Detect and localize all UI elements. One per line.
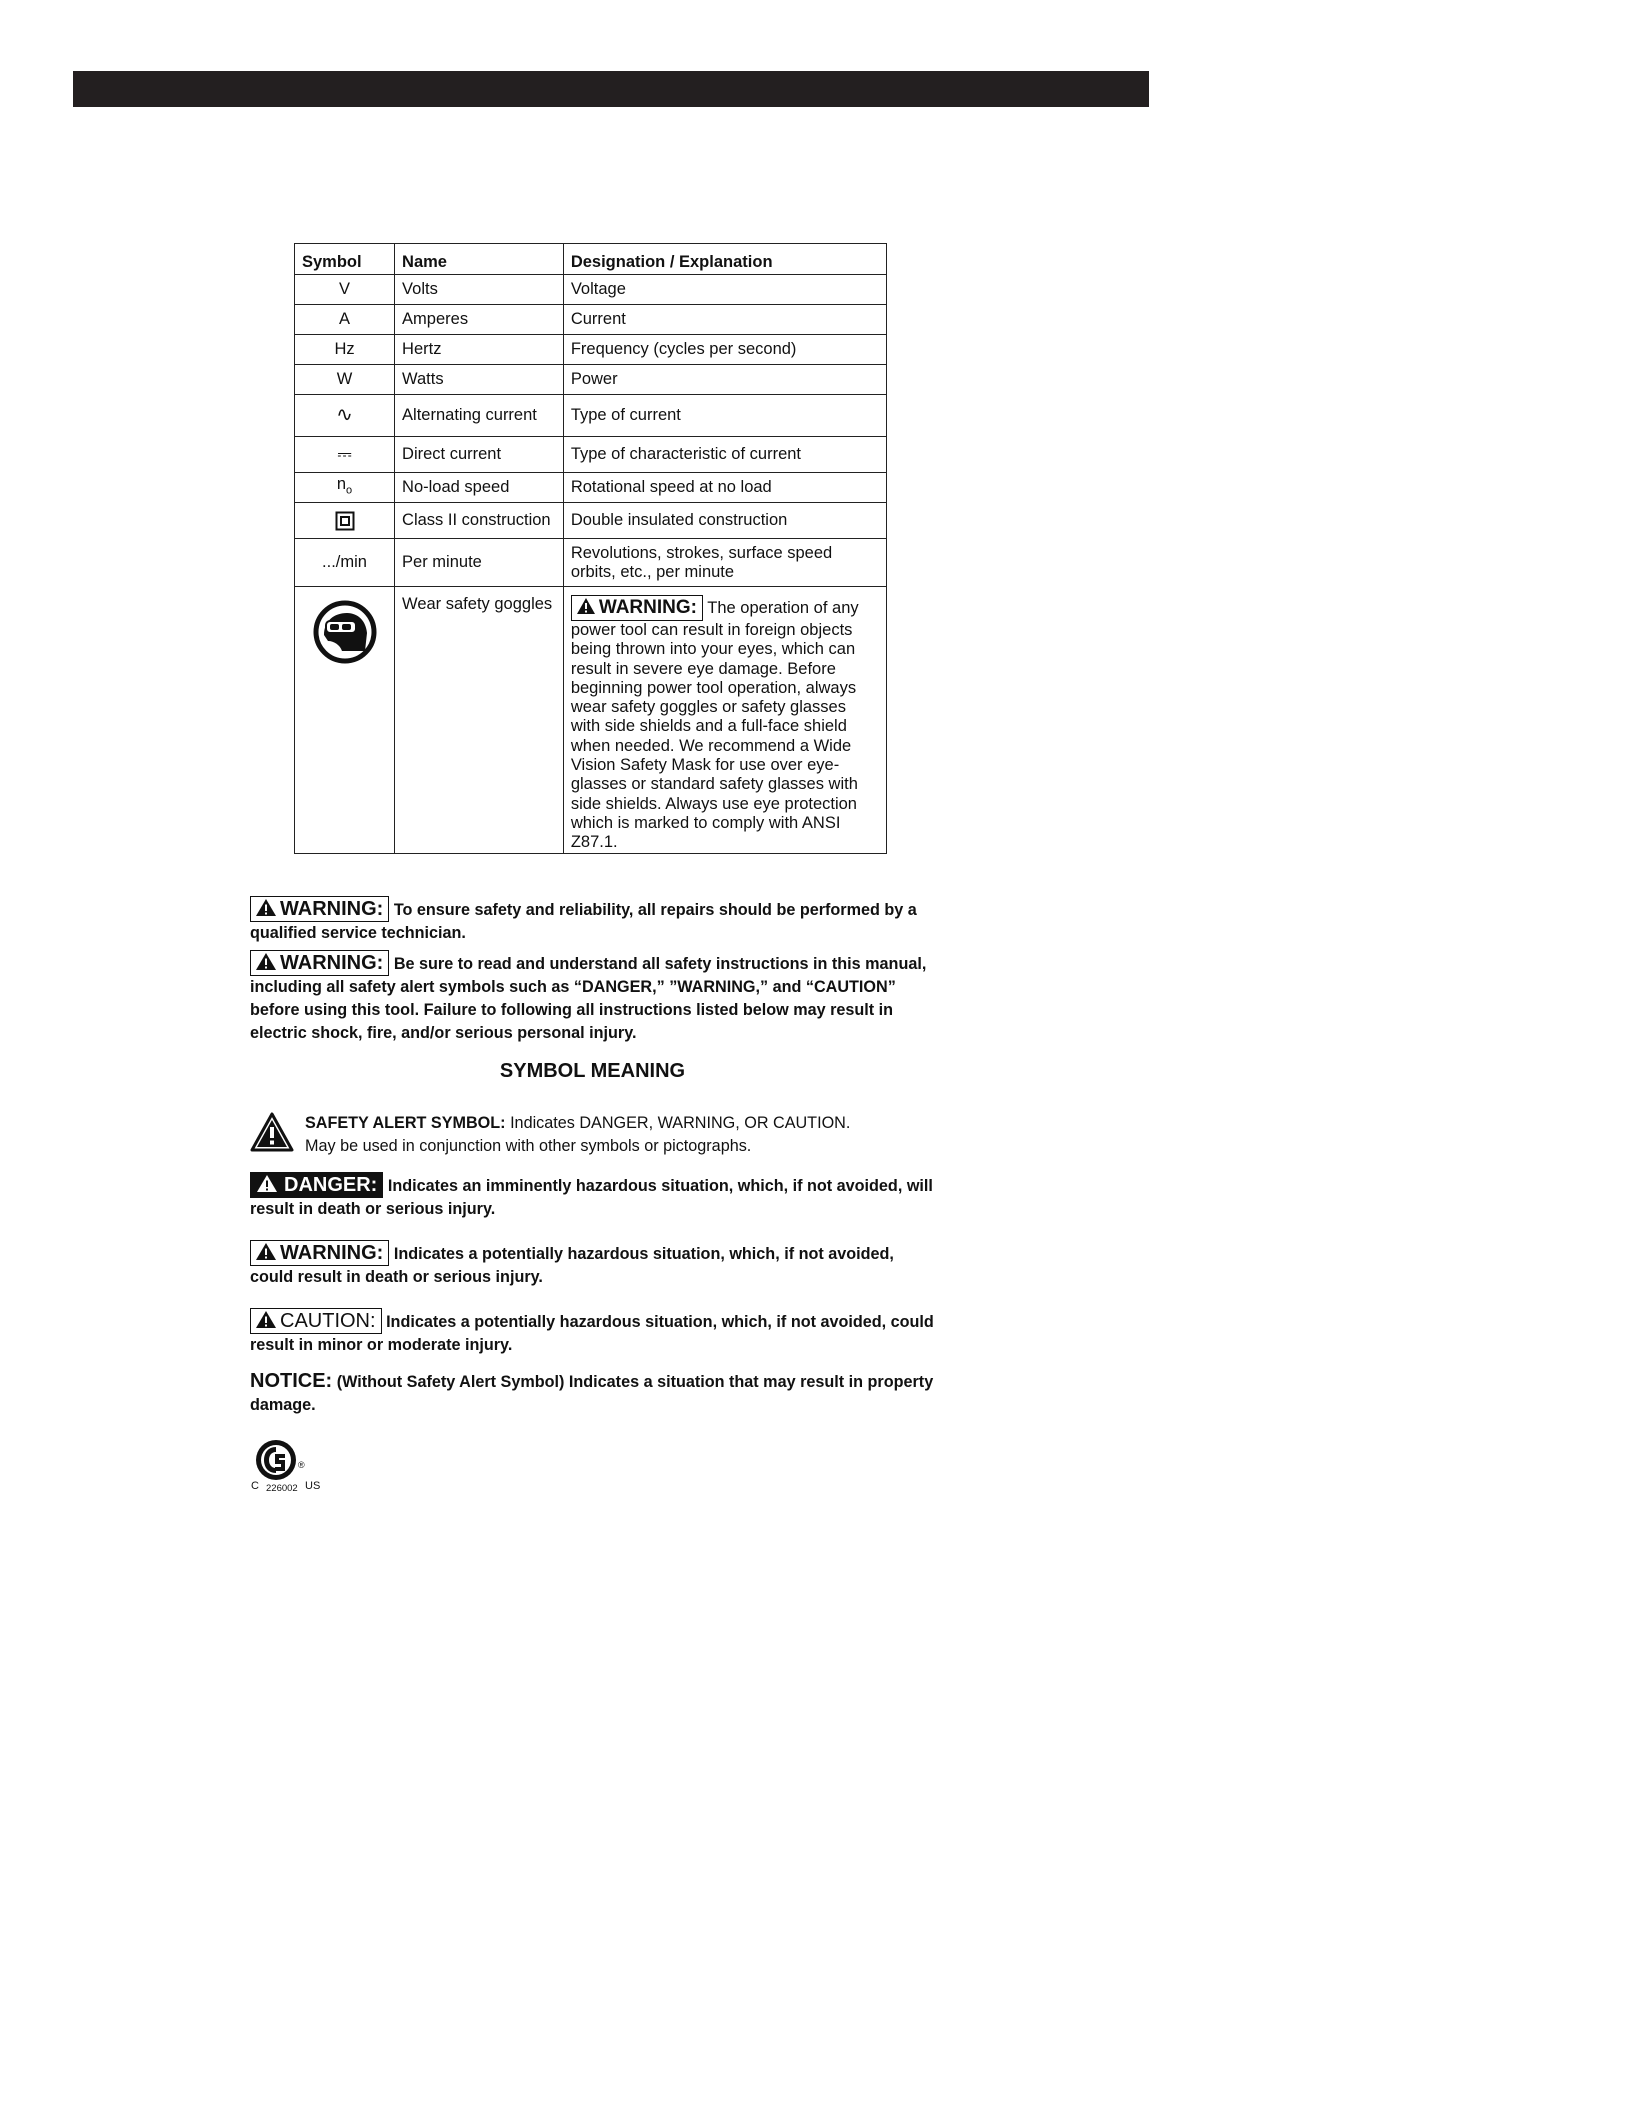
table-row	[295, 275, 887, 305]
name-cell: Hertz	[395, 335, 564, 365]
csa-number: 226002	[266, 1483, 298, 1494]
direct-current-icon: ⎓	[295, 437, 395, 473]
desc-cell: Type of current	[563, 395, 886, 437]
table-row	[295, 365, 887, 395]
caution-text: Indicates a potentially hazardous situation, which, if not avoided, could result in minor or moderate injury.	[250, 1313, 934, 1354]
desc-cell-goggles	[563, 587, 886, 854]
name-cell: Class II construction	[395, 503, 564, 539]
desc-cell: Power	[563, 365, 886, 395]
safety-alert-line2: May be used in conjunction with other symbols or pictographs.	[305, 1136, 752, 1155]
safety-alert-line1: Indicates DANGER, WARNING, OR CAUTION.	[510, 1114, 851, 1132]
instructions-warning	[250, 950, 935, 1044]
name-cell: Wear safety goggles	[395, 587, 564, 854]
desc-cell: Frequency (cycles per second)	[563, 335, 886, 365]
repair-warning	[250, 896, 935, 945]
symbol-cell	[295, 587, 395, 854]
symbol-cell	[295, 473, 395, 503]
symbol-cell: Hz	[295, 335, 395, 365]
alternating-current-icon: ∿	[295, 395, 395, 437]
danger-label-box	[250, 1172, 383, 1198]
caution-label-box	[250, 1308, 382, 1334]
instructions-warning-text: Be sure to read and understand all safety instructions in this manual, including all safety alert symbols such as “DANGER,” ”WARNING,” and “CAUTION” before using this tool. Failure to following all instructions listed below may result in electric shock, fire, and/or serious personal injury.	[250, 955, 927, 1042]
header-designation: Designation / Explanation	[563, 244, 886, 275]
csa-c-label: C	[251, 1480, 259, 1492]
csa-registered: ®	[298, 1460, 305, 1470]
name-cell: Amperes	[395, 305, 564, 335]
symbol-cell: V	[295, 275, 395, 305]
warning-triangle-icon	[255, 952, 277, 971]
desc-cell: Rotational speed at no load	[563, 473, 886, 503]
danger-label: DANGER:	[284, 1174, 378, 1196]
name-cell: Watts	[395, 365, 564, 395]
danger-definition	[250, 1172, 935, 1221]
table-row	[295, 335, 887, 365]
warning-label-box	[250, 950, 389, 976]
warning-label: WARNING:	[598, 597, 697, 618]
name-cell: Alternating current	[395, 395, 564, 437]
danger-triangle-icon	[256, 1174, 278, 1193]
symbol-cell	[295, 503, 395, 539]
table-row	[295, 395, 887, 437]
warning-definition	[250, 1240, 935, 1289]
table-row-goggles	[295, 587, 887, 854]
caution-label: CAUTION:	[280, 1310, 376, 1332]
safety-alert-definition	[305, 1112, 945, 1158]
warning-triangle-icon	[576, 597, 596, 615]
symbol-meaning-heading: SYMBOL MEANING	[499, 1060, 686, 1082]
name-cell: Per minute	[395, 539, 564, 587]
symbol-table	[294, 243, 887, 854]
caution-triangle-icon	[255, 1310, 277, 1329]
table-row	[295, 437, 887, 473]
notice-label: NOTICE:	[250, 1370, 333, 1392]
symbol-cell: A	[295, 305, 395, 335]
notice-text: (Without Safety Alert Symbol) Indicates a situation that may result in property damage.	[250, 1373, 934, 1414]
no-load-symbol: n	[336, 474, 347, 493]
symbol-cell: W	[295, 365, 395, 395]
csa-certification	[251, 1438, 341, 1506]
symbol-cell: .../min	[295, 539, 395, 587]
caution-definition	[250, 1308, 935, 1357]
name-cell: Volts	[395, 275, 564, 305]
goggles-warning-text: The operation of any power tool can result in foreign objects being thrown into your eyes, which can result in severe eye damage. Before beginning power tool operation, always wear safety goggles or safety glasses with side shields and a full-face shield when needed. We recommend a Wide Vision Safety Mask for use over eye-glasses or standard safety glasses with side shields. Always use eye protection which is marked to comply with ANSI Z87.1.	[570, 599, 859, 852]
warning-label: WARNING:	[280, 1242, 384, 1264]
header-bar	[73, 71, 1149, 107]
desc-cell: Voltage	[563, 275, 886, 305]
safety-alert-icon	[250, 1112, 294, 1152]
table-header-row	[295, 244, 887, 275]
header-name: Name	[395, 244, 564, 275]
warning-triangle-icon	[255, 1242, 277, 1261]
warning-label: WARNING:	[280, 952, 384, 974]
desc-cell: Type of characteristic of current	[563, 437, 886, 473]
warning-label-box	[250, 896, 389, 922]
desc-cell: Double insulated construction	[563, 503, 886, 539]
desc-cell: Revolutions, strokes, surface speed orbits, etc., per minute	[563, 539, 886, 587]
table-row	[295, 503, 887, 539]
warning-label: WARNING:	[280, 898, 384, 920]
class-ii-square-icon	[335, 511, 355, 531]
csa-us-label: US	[305, 1480, 321, 1492]
danger-text: Indicates an imminently hazardous situation, which, if not avoided, will result in death or serious injury.	[250, 1177, 933, 1218]
notice-definition	[250, 1370, 935, 1417]
goggles-warning	[571, 595, 879, 853]
name-cell: Direct current	[395, 437, 564, 473]
header-symbol: Symbol	[295, 244, 395, 275]
no-load-subscript: o	[346, 484, 353, 497]
safety-goggles-icon	[312, 599, 378, 665]
name-cell: No-load speed	[395, 473, 564, 503]
warning-label-box	[571, 595, 703, 621]
table-row	[295, 473, 887, 503]
warning-label-box	[250, 1240, 389, 1266]
repair-warning-text: To ensure safety and reliability, all repairs should be performed by a qualified service technician.	[250, 901, 917, 942]
safety-alert-label: SAFETY ALERT SYMBOL:	[305, 1114, 506, 1132]
warning-text: Indicates a potentially hazardous situation, which, if not avoided, could result in death or serious injury.	[250, 1245, 894, 1286]
table-row	[295, 539, 887, 587]
table-row	[295, 305, 887, 335]
desc-cell: Current	[563, 305, 886, 335]
warning-triangle-icon	[255, 898, 277, 917]
